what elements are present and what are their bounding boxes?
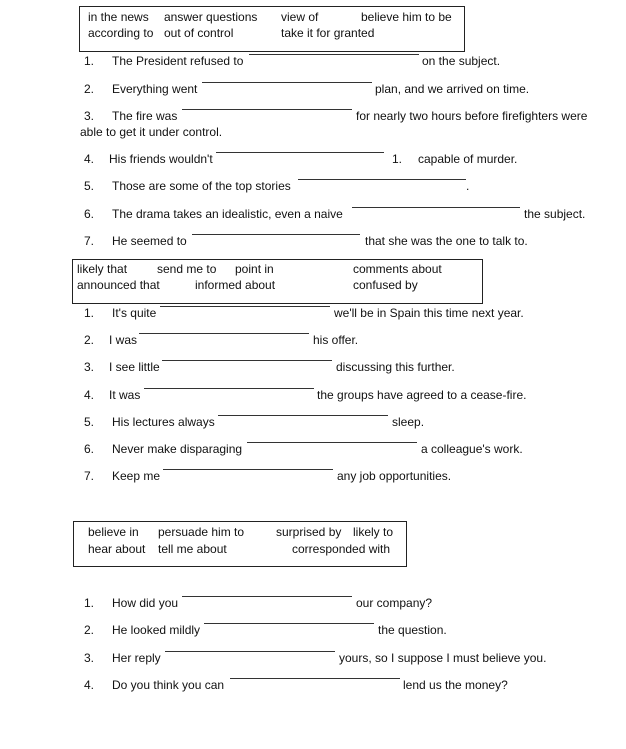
box-word: hear about [88,542,146,556]
item-text-before: It was [109,388,141,402]
item-text-after: . [466,179,470,193]
item-number: 3. [84,360,95,374]
word-box-1 [79,6,465,52]
answer-blank[interactable] [144,388,314,389]
box-word: corresponded with [292,542,391,556]
item-text-before: His lectures always [112,415,215,429]
exercise-item [0,596,626,612]
exercise-item [0,207,626,223]
box-word: informed about [195,278,276,292]
answer-blank[interactable] [182,109,352,110]
item-number: 3. [84,651,95,665]
item-text-before: He seemed to [112,234,187,248]
item-number: 1. [84,596,95,610]
item-text-after: on the subject. [422,54,501,68]
exercise-item [0,388,626,404]
item-text-before: The President refused to [112,54,244,68]
item-text-after: his offer. [313,333,359,347]
item-number: 1. [84,306,95,320]
item-number: 3. [84,109,95,123]
item-text-after: we'll be in Spain this time next year. [334,306,524,320]
item-text-after: our company? [356,596,433,610]
box-word: take it for granted [281,26,375,40]
item-text-before: Everything went [112,82,198,96]
box-word: in the news [88,10,149,24]
item-text-after: capable of murder. [418,152,518,166]
exercise-item [0,623,626,639]
item-text-before: The drama takes an idealistic, even a naive [112,207,343,221]
item-text-after: the groups have agreed to a cease-fire. [317,388,527,402]
box-word: out of control [164,26,234,40]
exercise-item [0,234,626,250]
exercise-item [0,179,626,195]
word-box-3 [73,521,407,567]
exercise-item [0,651,626,667]
box-word: view of [281,10,319,24]
exercise-item [0,415,626,431]
item-number: 7. [84,469,95,483]
answer-blank[interactable] [352,207,520,208]
item-number: 2. [84,82,95,96]
item-number: 5. [84,179,95,193]
item-text-after: the question. [378,623,447,637]
exercise-item [0,54,626,70]
item-text-after: the subject. [524,207,586,221]
answer-blank[interactable] [202,82,372,83]
box-word: point in [235,262,274,276]
item-text-after: a colleague's work. [421,442,523,456]
exercise-item [0,469,626,485]
box-word: comments about [353,262,442,276]
item-text-before: Her reply [112,651,161,665]
box-word: believe in [88,525,139,539]
item-text-before: I was [109,333,138,347]
item-number: 1. [84,54,95,68]
answer-blank[interactable] [192,234,360,235]
item-number: 4. [84,678,95,692]
item-text-before: I see little [109,360,160,374]
answer-blank[interactable] [165,651,335,652]
item-text-after: plan, and we arrived on time. [375,82,530,96]
item-text-before: How did you [112,596,179,610]
exercise-item [0,678,626,694]
item-number: 5. [84,415,95,429]
answer-blank[interactable] [160,306,330,307]
item-text-after: yours, so I suppose I must believe you. [339,651,547,665]
answer-blank[interactable] [247,442,417,443]
item-number: 7. [84,234,95,248]
item-number: 1. [392,152,403,166]
item-text-after: any job opportunities. [337,469,452,483]
item-text-before: Keep me [112,469,161,483]
box-word: likely to [353,525,394,539]
item-text-after: that she was the one to talk to. [365,234,528,248]
answer-blank[interactable] [182,596,352,597]
item-continuation: able to get it under control. [80,125,223,139]
answer-blank[interactable] [218,415,388,416]
item-number: 2. [84,623,95,637]
item-number: 2. [84,333,95,347]
word-box-2 [72,259,483,304]
box-word: likely that [77,262,128,276]
answer-blank[interactable] [139,333,309,334]
exercise-item [0,152,626,168]
item-number: 6. [84,442,95,456]
answer-blank[interactable] [162,360,332,361]
exercise-item [0,442,626,458]
answer-blank[interactable] [163,469,333,470]
item-text-after: sleep. [392,415,425,429]
box-word: confused by [353,278,418,292]
item-text-after: lend us the money? [403,678,508,692]
answer-blank[interactable] [204,623,374,624]
answer-blank[interactable] [298,179,466,180]
item-number: 4. [84,152,95,166]
box-word: answer questions [164,10,258,24]
box-word: persuade him to [158,525,245,539]
exercise-item [0,360,626,376]
box-word: announced that [77,278,160,292]
item-text-before: It's quite [112,306,157,320]
box-word: believe him to be [361,10,452,24]
box-word: send me to [157,262,217,276]
exercise-item [0,82,626,98]
item-text-before: He looked mildly [112,623,201,637]
item-number: 4. [84,388,95,402]
item-text-before: His friends wouldn't [109,152,213,166]
answer-blank[interactable] [249,54,419,55]
item-text-before: The fire was [112,109,178,123]
exercise-item [0,306,626,322]
exercise-item [0,333,626,349]
item-text-after: discussing this further. [336,360,455,374]
box-word: surprised by [276,525,342,539]
answer-blank[interactable] [216,152,384,153]
item-number: 6. [84,207,95,221]
box-word: tell me about [158,542,227,556]
item-text-before: Never make disparaging [112,442,243,456]
item-text-after: for nearly two hours before firefighters were [356,109,588,123]
item-text-before: Those are some of the top stories [112,179,291,193]
exercise-item [0,109,626,125]
answer-blank[interactable] [230,678,400,679]
item-text-before: Do you think you can [112,678,225,692]
box-word: according to [88,26,154,40]
